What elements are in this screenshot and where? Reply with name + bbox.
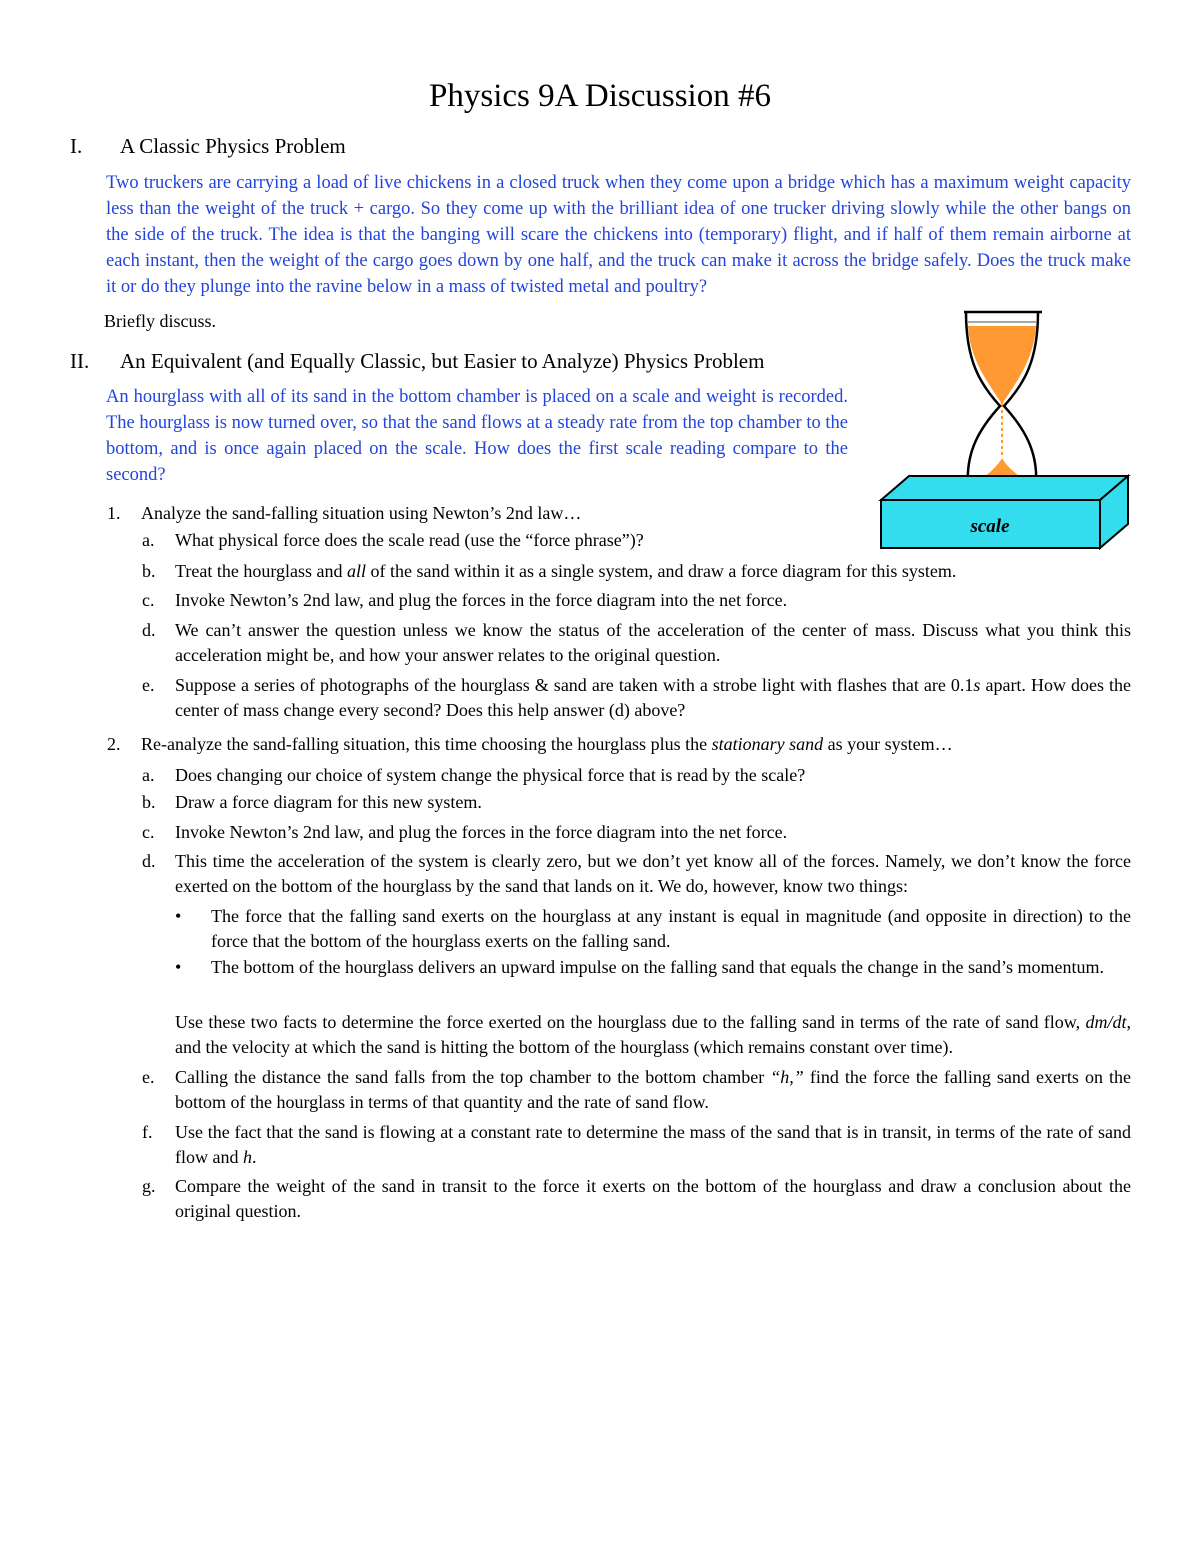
- item-label: c.: [142, 590, 155, 610]
- question-2-number: 2.: [107, 734, 121, 754]
- followup-text-pre: Use these two facts to determine the force exerted on the hourglass due to the falling sand in terms of the rate of sand flow,: [175, 1012, 1086, 1032]
- question-2g: [142, 1174, 1131, 1224]
- question-2b: [142, 790, 1131, 815]
- question-2d-followup: [175, 1010, 1131, 1060]
- bullet-1-text: The force that the falling sand exerts on the hourglass at any instant is equal in magnitude (and opposite in direction) to the force that the bottom of the hourglass exerts on the falling sand.: [211, 906, 1131, 951]
- question-2d-text: This time the acceleration of the system is clearly zero, but we don’t yet know all of the forces. Namely, we don’t know the force exerted on the bottom of the hourglass by the sand that lands on it. We do, however, know two things:: [175, 851, 1131, 896]
- question-1c: [142, 588, 1131, 613]
- question-1b-text-post: of the sand within it as a single system, and draw a force diagram for this system.: [366, 561, 957, 581]
- question-2f-text-pre: Use the fact that the sand is flowing at a constant rate to determine the mass of the sand that is in transit, in terms of the rate of sand flow and: [175, 1122, 1131, 1167]
- bullet-2-text: The bottom of the hourglass delivers an upward impulse on the falling sand that equals the change in the sand’s momentum.: [211, 957, 1104, 977]
- question-2-emphasis: stationary sand: [711, 734, 824, 754]
- question-1d-text: We can’t answer the question unless we know the status of the acceleration of the center of mass. Discuss what you think this acceleration might be, and how your answer relates to the original question.: [175, 620, 1131, 665]
- question-2b-text: Draw a force diagram for this new system.: [175, 792, 482, 812]
- item-label: g.: [142, 1176, 156, 1196]
- question-2e-emphasis: “h,”: [770, 1067, 804, 1087]
- item-label: b.: [142, 561, 156, 581]
- question-2g-text: Compare the weight of the sand in transit to the force it exerts on the bottom of the hourglass and draw a conclusion about the original question.: [175, 1176, 1131, 1221]
- question-1e: [142, 673, 1131, 723]
- question-1c-text: Invoke Newton’s 2nd law, and plug the forces in the force diagram into the net force.: [175, 590, 788, 610]
- scale-top: [881, 476, 1128, 500]
- page-title: Physics 9A Discussion #6: [429, 78, 771, 114]
- item-label: c.: [142, 822, 155, 842]
- question-1b-text-pre: Treat the hourglass and: [175, 561, 347, 581]
- item-label: a.: [142, 765, 155, 785]
- question-2a: [142, 763, 1131, 788]
- top-sand: [968, 326, 1036, 406]
- question-1b: [142, 559, 1131, 584]
- section-1-numeral: I.: [70, 134, 83, 158]
- item-label: d.: [142, 851, 156, 871]
- question-1a: [142, 528, 865, 553]
- question-2e: [142, 1065, 1131, 1115]
- question-1e-text-pre: Suppose a series of photographs of the hourglass & sand are taken with a strobe light with flashes that are 0.1: [175, 675, 974, 695]
- followup-text-post: , and the velocity at which the sand is hitting the bottom of the hourglass (which remains constant over time).: [175, 1012, 1131, 1057]
- question-1e-emphasis: s: [973, 675, 981, 695]
- hourglass-on-scale-illustration: [876, 306, 1136, 556]
- section-1-heading: [70, 132, 346, 160]
- question-2c-text: Invoke Newton’s 2nd law, and plug the forces in the force diagram into the net force.: [175, 822, 788, 842]
- question-1d: [142, 618, 1131, 668]
- question-2a-text: Does changing our choice of system change the physical force that is read by the scale?: [175, 765, 806, 785]
- section-2-numeral: II.: [70, 349, 90, 373]
- scale-label: scale: [970, 516, 1010, 537]
- question-2d: [142, 849, 1131, 899]
- question-2f-text-post: .: [251, 1147, 257, 1167]
- question-1e-text-post: apart. How does the center of mass change every second? Does this help answer (d) above?: [175, 675, 1131, 720]
- question-1b-emphasis: all: [346, 561, 366, 581]
- followup-emphasis: dm/dt: [1085, 1012, 1127, 1032]
- item-label: e.: [142, 1067, 155, 1087]
- briefly-discuss-prompt: Briefly discuss.: [104, 311, 216, 331]
- bullet-icon: •: [175, 957, 182, 977]
- item-label: a.: [142, 530, 155, 550]
- question-1: [107, 501, 841, 526]
- question-2-text-pre: Re-analyze the sand-falling situation, this time choosing the hourglass plus the: [141, 734, 712, 754]
- hourglass-problem-text: An hourglass with all of its sand in the bottom chamber is placed on a scale and weight is recorded. The hourglass is now turned over, so that the sand flows at a steady rate from the top chamber to the bottom, and is once again placed on the scale. How does the first scale reading compare to the second?: [106, 387, 848, 485]
- question-1-text: Analyze the sand-falling situation using Newton’s 2nd law…: [141, 503, 582, 523]
- section-2-heading: [70, 347, 764, 375]
- question-2d-bullet-2: [175, 955, 1131, 980]
- question-1-number: 1.: [107, 503, 121, 523]
- question-2e-text-post: find the force the falling sand exerts on the bottom of the hourglass in terms of that quantity and the rate of sand flow.: [175, 1067, 1131, 1112]
- bullet-icon: •: [175, 906, 182, 926]
- section-1-title: A Classic Physics Problem: [120, 134, 346, 158]
- item-label: e.: [142, 675, 155, 695]
- question-2f: [142, 1120, 1131, 1170]
- item-label: f.: [142, 1122, 153, 1142]
- question-1a-text: What physical force does the scale read (use the “force phrase”)?: [175, 530, 644, 550]
- section-2-title: An Equivalent (and Equally Classic, but Easier to Analyze) Physics Problem: [120, 349, 765, 373]
- question-2-text-post: as your system…: [823, 734, 953, 754]
- question-2f-emphasis: h: [242, 1147, 252, 1167]
- question-2d-bullet-1: [175, 904, 1131, 954]
- question-2: [107, 732, 1131, 757]
- item-label: d.: [142, 620, 156, 640]
- question-2e-text-pre: Calling the distance the sand falls from the top chamber to the bottom chamber: [175, 1067, 771, 1087]
- question-2c: [142, 820, 1131, 845]
- item-label: b.: [142, 792, 156, 812]
- trucker-problem-text: Two truckers are carrying a load of live chickens in a closed truck when they come upon a bridge which has a maximum weight capacity less than the weight of the truck + cargo. So they come up with the brilliant idea of one trucker driving slowly while the other bangs on the side of the truck. The idea is that the banging will scare the chickens into (temporary) flight, and if half of them remain airborne at each instant, then the weight of the cargo goes down by one half, and the truck can make it across the bridge safely. Does the truck make it or do they plunge into the ravine below in a mass of twisted metal and poultry?: [106, 173, 1131, 297]
- hourglass-scale-figure: [876, 306, 1136, 556]
